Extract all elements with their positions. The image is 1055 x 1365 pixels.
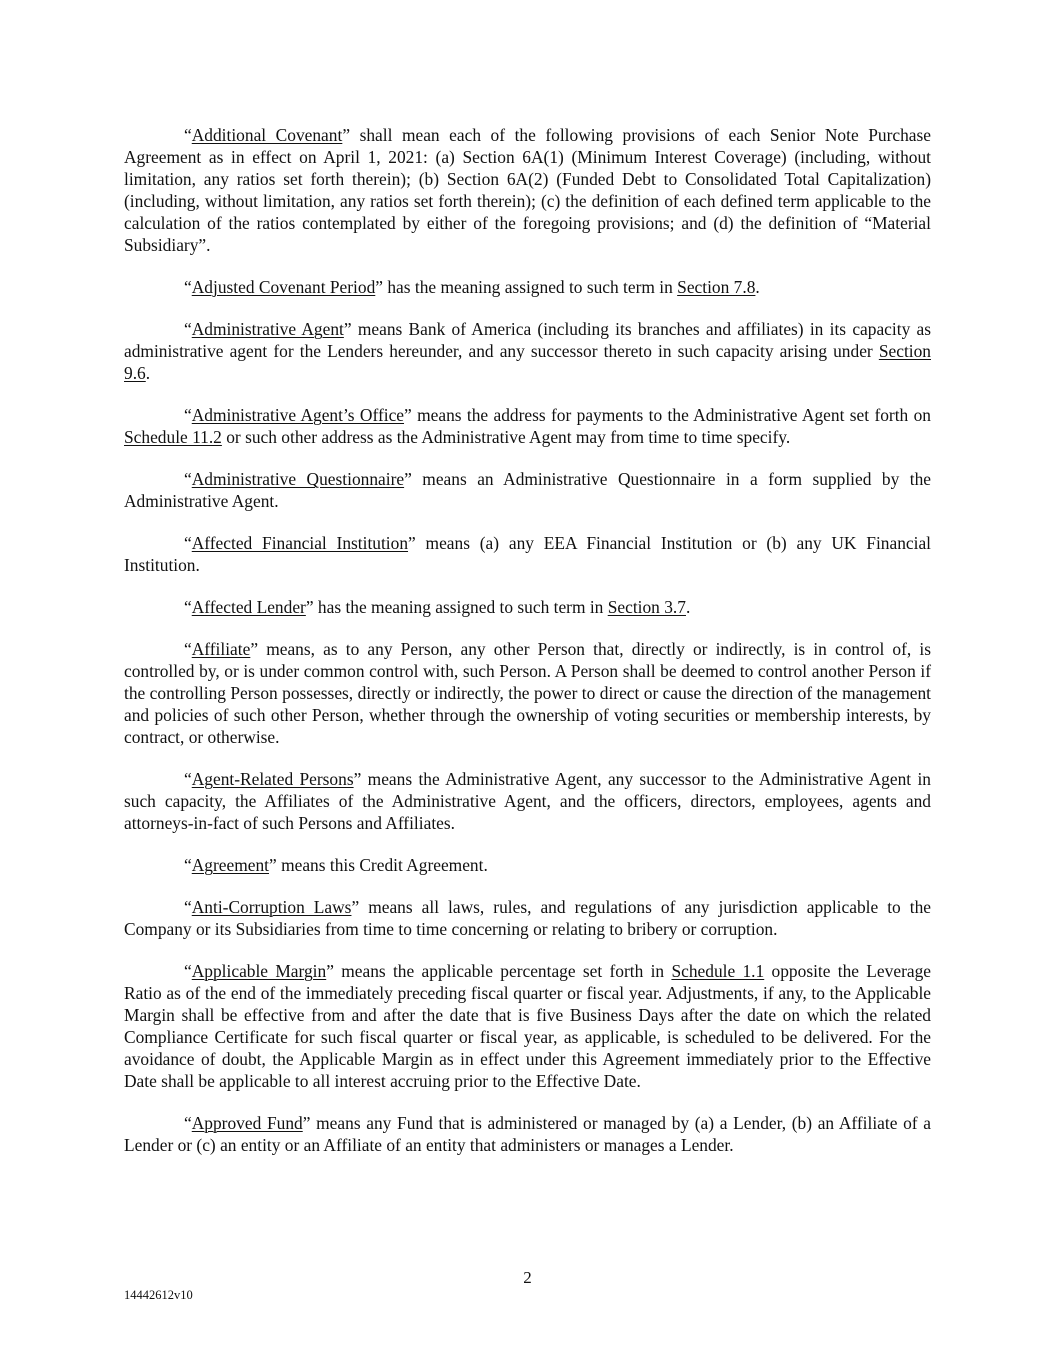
definition-text: opposite the Leverage Ratio as of the end of the immediately preceding fiscal quarter or fiscal year. Adjustments, if any, to the Applicable Margin shall be effective from and after the date that is five Business Days after the date on which the related Compliance Certificate for such fiscal quarter or fiscal year, as applicable, is scheduled to be delivered. For the avoidance of doubt, the Applicable Margin as in effect under this Agreement immediately prior to the Effective Date shall be applicable to all interest accruing prior to the Effective Date. [124, 961, 931, 1091]
cross-reference: Section 3.7 [607, 597, 686, 617]
cross-reference: Schedule 11.2 [124, 427, 222, 447]
definition-paragraph: “Agent-Related Persons” means the Administrative Agent, any successor to the Administrative Agent in such capacity, the Affiliates of the Administrative Agent, and the officers, directors, employees, agents and attorneys-in-fact of such Persons and Affiliates. [124, 769, 931, 833]
definition-text: means the applicable percentage set forth in [333, 961, 672, 981]
definition-paragraph: “Affected Lender” has the meaning assigned to such term in Section 3.7. [184, 597, 691, 617]
cross-reference: Schedule 1.1 [671, 961, 765, 981]
definition-text: means this Credit Agreement. [276, 855, 488, 875]
definition-text: shall mean each of the following provisions of each Senior Note Purchase Agreement as in effect on April 1, 2021: (a) Section 6A(1) (Minimum Interest Coverage) (including, without limitation, any ratios set forth therein); (b) Section 6A(2) (Funded Debt to Consolidated Total Capitalization) (including, without limitation, any ratios set forth therein); (c) the definition of each defined term applicable to the calculation of the ratios contemplated by either of the foregoing provisions; and (d) the definition of “Material Subsidiary”. [124, 125, 931, 255]
definition-text: has the meaning assigned to such term in [383, 277, 678, 297]
defined-term: Administrative Questionnaire [191, 469, 405, 489]
defined-term: Adjusted Covenant Period [191, 277, 376, 297]
definition-text: means (a) any EEA Financial Institution or (b) any UK Financial Institution. [124, 533, 931, 575]
page-number: 2 [523, 1268, 532, 1287]
defined-term: Agreement [191, 855, 269, 875]
cross-reference: Section 9.6 [124, 341, 931, 383]
defined-term: Administrative Agent’s Office [191, 405, 405, 425]
defined-term: Affected Financial Institution [191, 533, 409, 553]
definition-text: . [755, 277, 760, 297]
defined-term: Applicable Margin [191, 961, 327, 981]
defined-term: Administrative Agent [191, 319, 344, 339]
document-id: 14442612v10 [124, 1288, 193, 1302]
definition-text: means any Fund that is administered or managed by (a) a Lender, (b) an Affiliate of a Lender or (c) an entity or an Affiliate of an entity that administers or manages a Lender. [124, 1113, 932, 1155]
definition-paragraph: “Agreement” means this Credit Agreement. [184, 855, 488, 875]
definition-paragraph: “Anti-Corruption Laws” means all laws, rules, and regulations of any jurisdiction applicable to the Company or its Subsidiaries from time to time concerning or relating to bribery or corruption. [124, 897, 931, 939]
definition-text: has the meaning assigned to such term in [313, 597, 608, 617]
definition-text: . [145, 363, 151, 383]
defined-term: Affiliate [191, 639, 251, 659]
definition-paragraph: “Administrative Questionnaire” means an Administrative Questionnaire in a form supplied by the Administrative Agent. [124, 469, 931, 511]
definitions-section [124, 124, 931, 1176]
definition-paragraph: “Adjusted Covenant Period” has the meaning assigned to such term in Section 7.8. [184, 277, 760, 297]
definition-text: means, as to any Person, any other Person that, directly or indirectly, is in control of, is controlled by, or is under common control with, such Person. A Person shall be deemed to control another Person if the controlling Person possesses, directly or indirectly, the power to direct or cause the direction of the management and policies of such other Person, whether through the ownership of voting securities or membership interests, by contract, or otherwise. [124, 639, 931, 747]
defined-term: Affected Lender [191, 597, 306, 617]
definition-text: or such other address as the Administrative Agent may from time to time specify. [221, 427, 791, 447]
definition-text: means an Administrative Questionnaire in a form supplied by the Administrative Agent. [124, 469, 931, 511]
definition-text: means the Administrative Agent, any successor to the Administrative Agent in such capacity, the Affiliates of the Administrative Agent, and the officers, directors, employees, agents and attorneys-in-fact of such Persons and Affiliates. [124, 769, 931, 833]
cross-reference: Section 7.8 [677, 277, 756, 297]
definition-text: means the address for payments to the Administrative Agent set forth on [411, 405, 931, 425]
definition-paragraph: “Administrative Agent” means Bank of America (including its branches and affiliates) in its capacity as administrative agent for the Lenders hereunder, and any successor thereto in such capacity arising under Section 9.6. [124, 319, 932, 383]
defined-term: Anti-Corruption Laws [191, 897, 352, 917]
definition-paragraph: “Affected Financial Institution” means (a) any EEA Financial Institution or (b) any UK Financial Institution. [124, 533, 931, 575]
definition-text: . [685, 597, 691, 617]
defined-term: Additional Covenant [191, 125, 343, 145]
definition-text: means Bank of America (including its branches and affiliates) in its capacity as administrative agent for the Lenders hereunder, and any successor thereto in such capacity arising under [124, 319, 932, 361]
definition-paragraph: “Affiliate” means, as to any Person, any other Person that, directly or indirectly, is in control of, is controlled by, or is under common control with, such Person. A Person shall be deemed to control another Person if the controlling Person possesses, directly or indirectly, the power to direct or cause the direction of the management and policies of such other Person, whether through the ownership of voting securities or membership interests, by contract, or otherwise. [124, 639, 931, 747]
definition-paragraph: “Approved Fund” means any Fund that is administered or managed by (a) a Lender, (b) an Affiliate of a Lender or (c) an entity or an Affiliate of an entity that administers or manages a Lender. [124, 1113, 932, 1155]
defined-term: Agent-Related Persons [191, 769, 354, 789]
definition-text: means all laws, rules, and regulations of any jurisdiction applicable to the Company or its Subsidiaries from time to time concerning or relating to bribery or corruption. [124, 897, 931, 939]
definition-paragraph: “Applicable Margin” means the applicable percentage set forth in Schedule 1.1 opposite the Leverage Ratio as of the end of the immediately preceding fiscal quarter or fiscal year. Adjustments, if any, to the Applicable Margin shall be effective from and after the date that is five Business Days after the date on which the related Compliance Certificate for such fiscal quarter or fiscal year, as applicable, is scheduled to be delivered. For the avoidance of doubt, the Applicable Margin as in effect under this Agreement immediately prior to the Effective Date shall be applicable to all interest accruing prior to the Effective Date. [124, 961, 931, 1091]
definition-paragraph: “Additional Covenant” shall mean each of the following provisions of each Senior Note Purchase Agreement as in effect on April 1, 2021: (a) Section 6A(1) (Minimum Interest Coverage) (including, without limitation, any ratios set forth therein); (b) Section 6A(2) (Funded Debt to Consolidated Total Capitalization) (including, without limitation, any ratios set forth therein); (c) the definition of each defined term applicable to the calculation of the ratios contemplated by either of the foregoing provisions; and (d) the definition of “Material Subsidiary”. [124, 125, 931, 255]
defined-term: Approved Fund [191, 1113, 303, 1133]
definition-paragraph: “Administrative Agent’s Office” means the address for payments to the Administrative Agent set forth on Schedule 11.2 or such other address as the Administrative Agent may from time to time specify. [124, 405, 931, 447]
